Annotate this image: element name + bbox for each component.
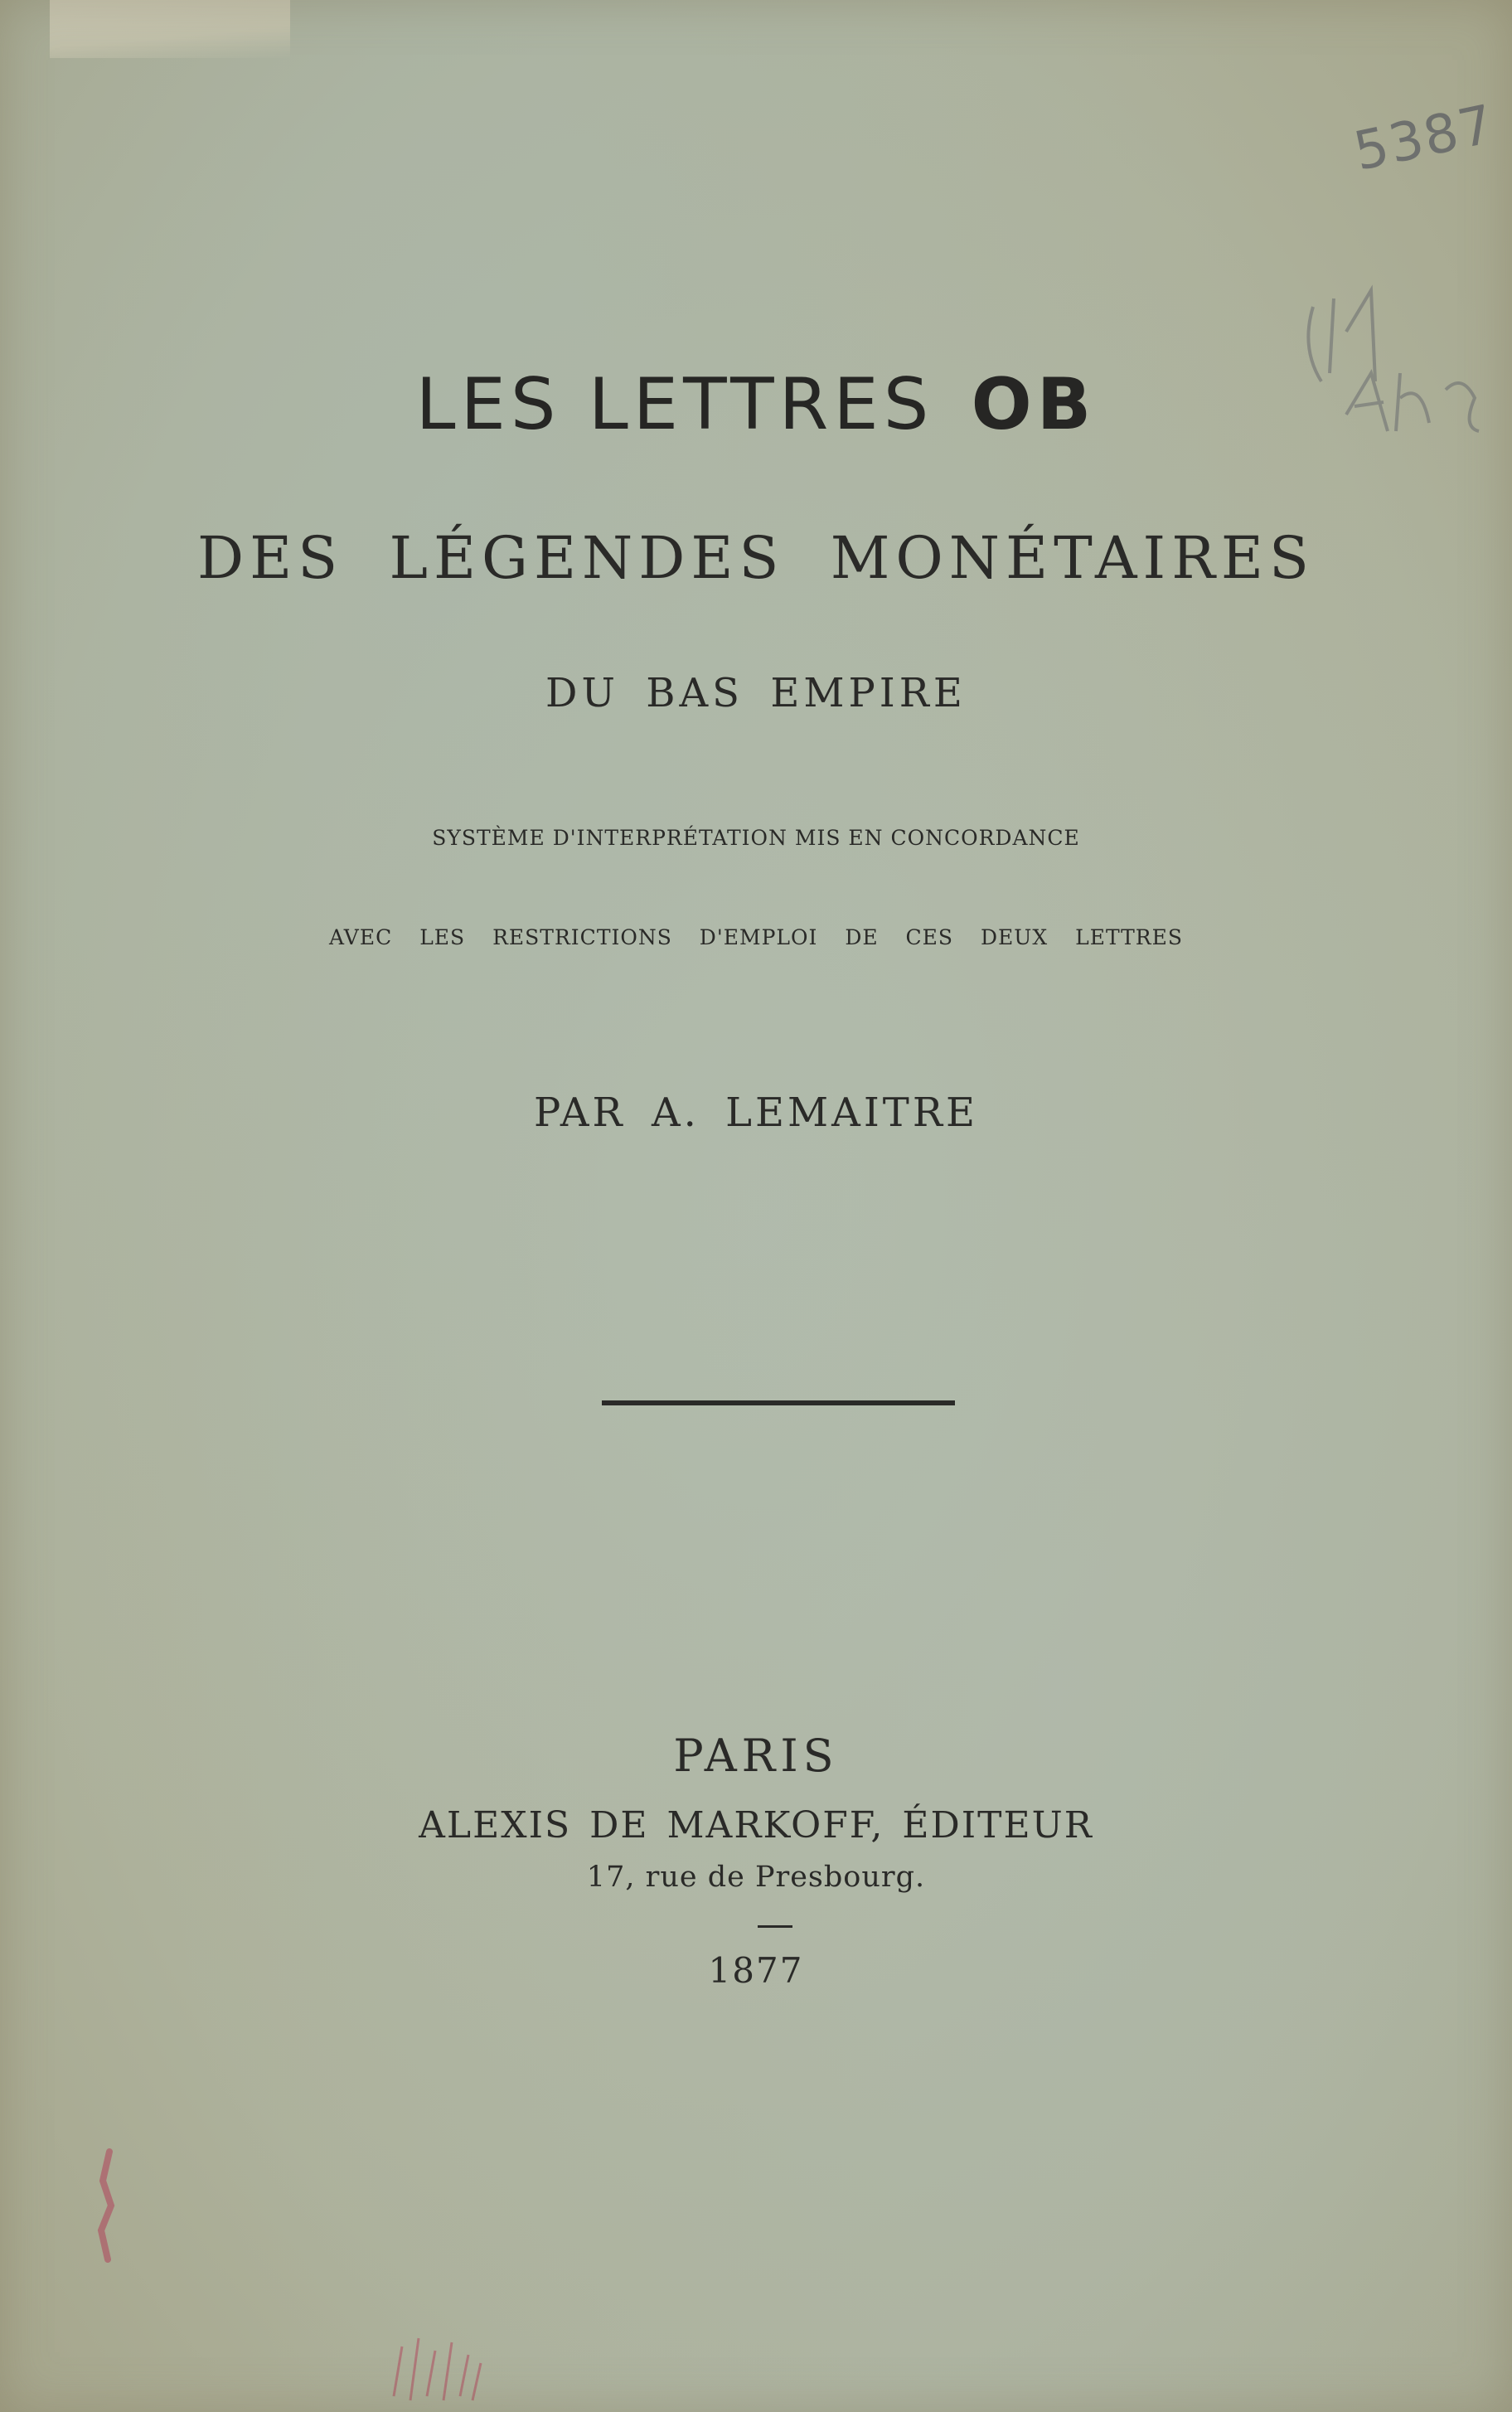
title-subtitle: DES LÉGENDES MONÉTAIRES bbox=[197, 524, 1315, 592]
title-subtitle-2: DU BAS EMPIRE bbox=[545, 670, 967, 716]
divider-rule bbox=[602, 1400, 955, 1405]
imprint-city: PARIS bbox=[673, 1730, 839, 1782]
author-line: PAR A. LEMAITRE bbox=[533, 1090, 978, 1136]
imprint-year: 1877 bbox=[708, 1950, 804, 1991]
title-main-prefix: LES LETTRES bbox=[415, 363, 934, 446]
pencil-catalog-number: 5387 bbox=[1349, 94, 1500, 183]
title-main-ob: OB bbox=[971, 363, 1097, 446]
title-main bbox=[0, 363, 1512, 446]
imprint-publisher: ALEXIS DE MARKOFF, ÉDITEUR bbox=[419, 1804, 1093, 1847]
imprint-dash bbox=[758, 1925, 792, 1928]
description-line-2: AVEC LES RESTRICTIONS D'EMPLOI DE CES DEUX LETTRES bbox=[329, 925, 1183, 949]
red-stain-bottom bbox=[390, 2322, 489, 2405]
description-line-1: SYSTÈME D'INTERPRÉTATION MIS EN CONCORDANCE bbox=[432, 826, 1080, 850]
worn-corner bbox=[50, 0, 290, 58]
red-stain-mark bbox=[93, 2148, 126, 2264]
imprint-address: 17, rue de Presbourg. bbox=[586, 1861, 926, 1894]
